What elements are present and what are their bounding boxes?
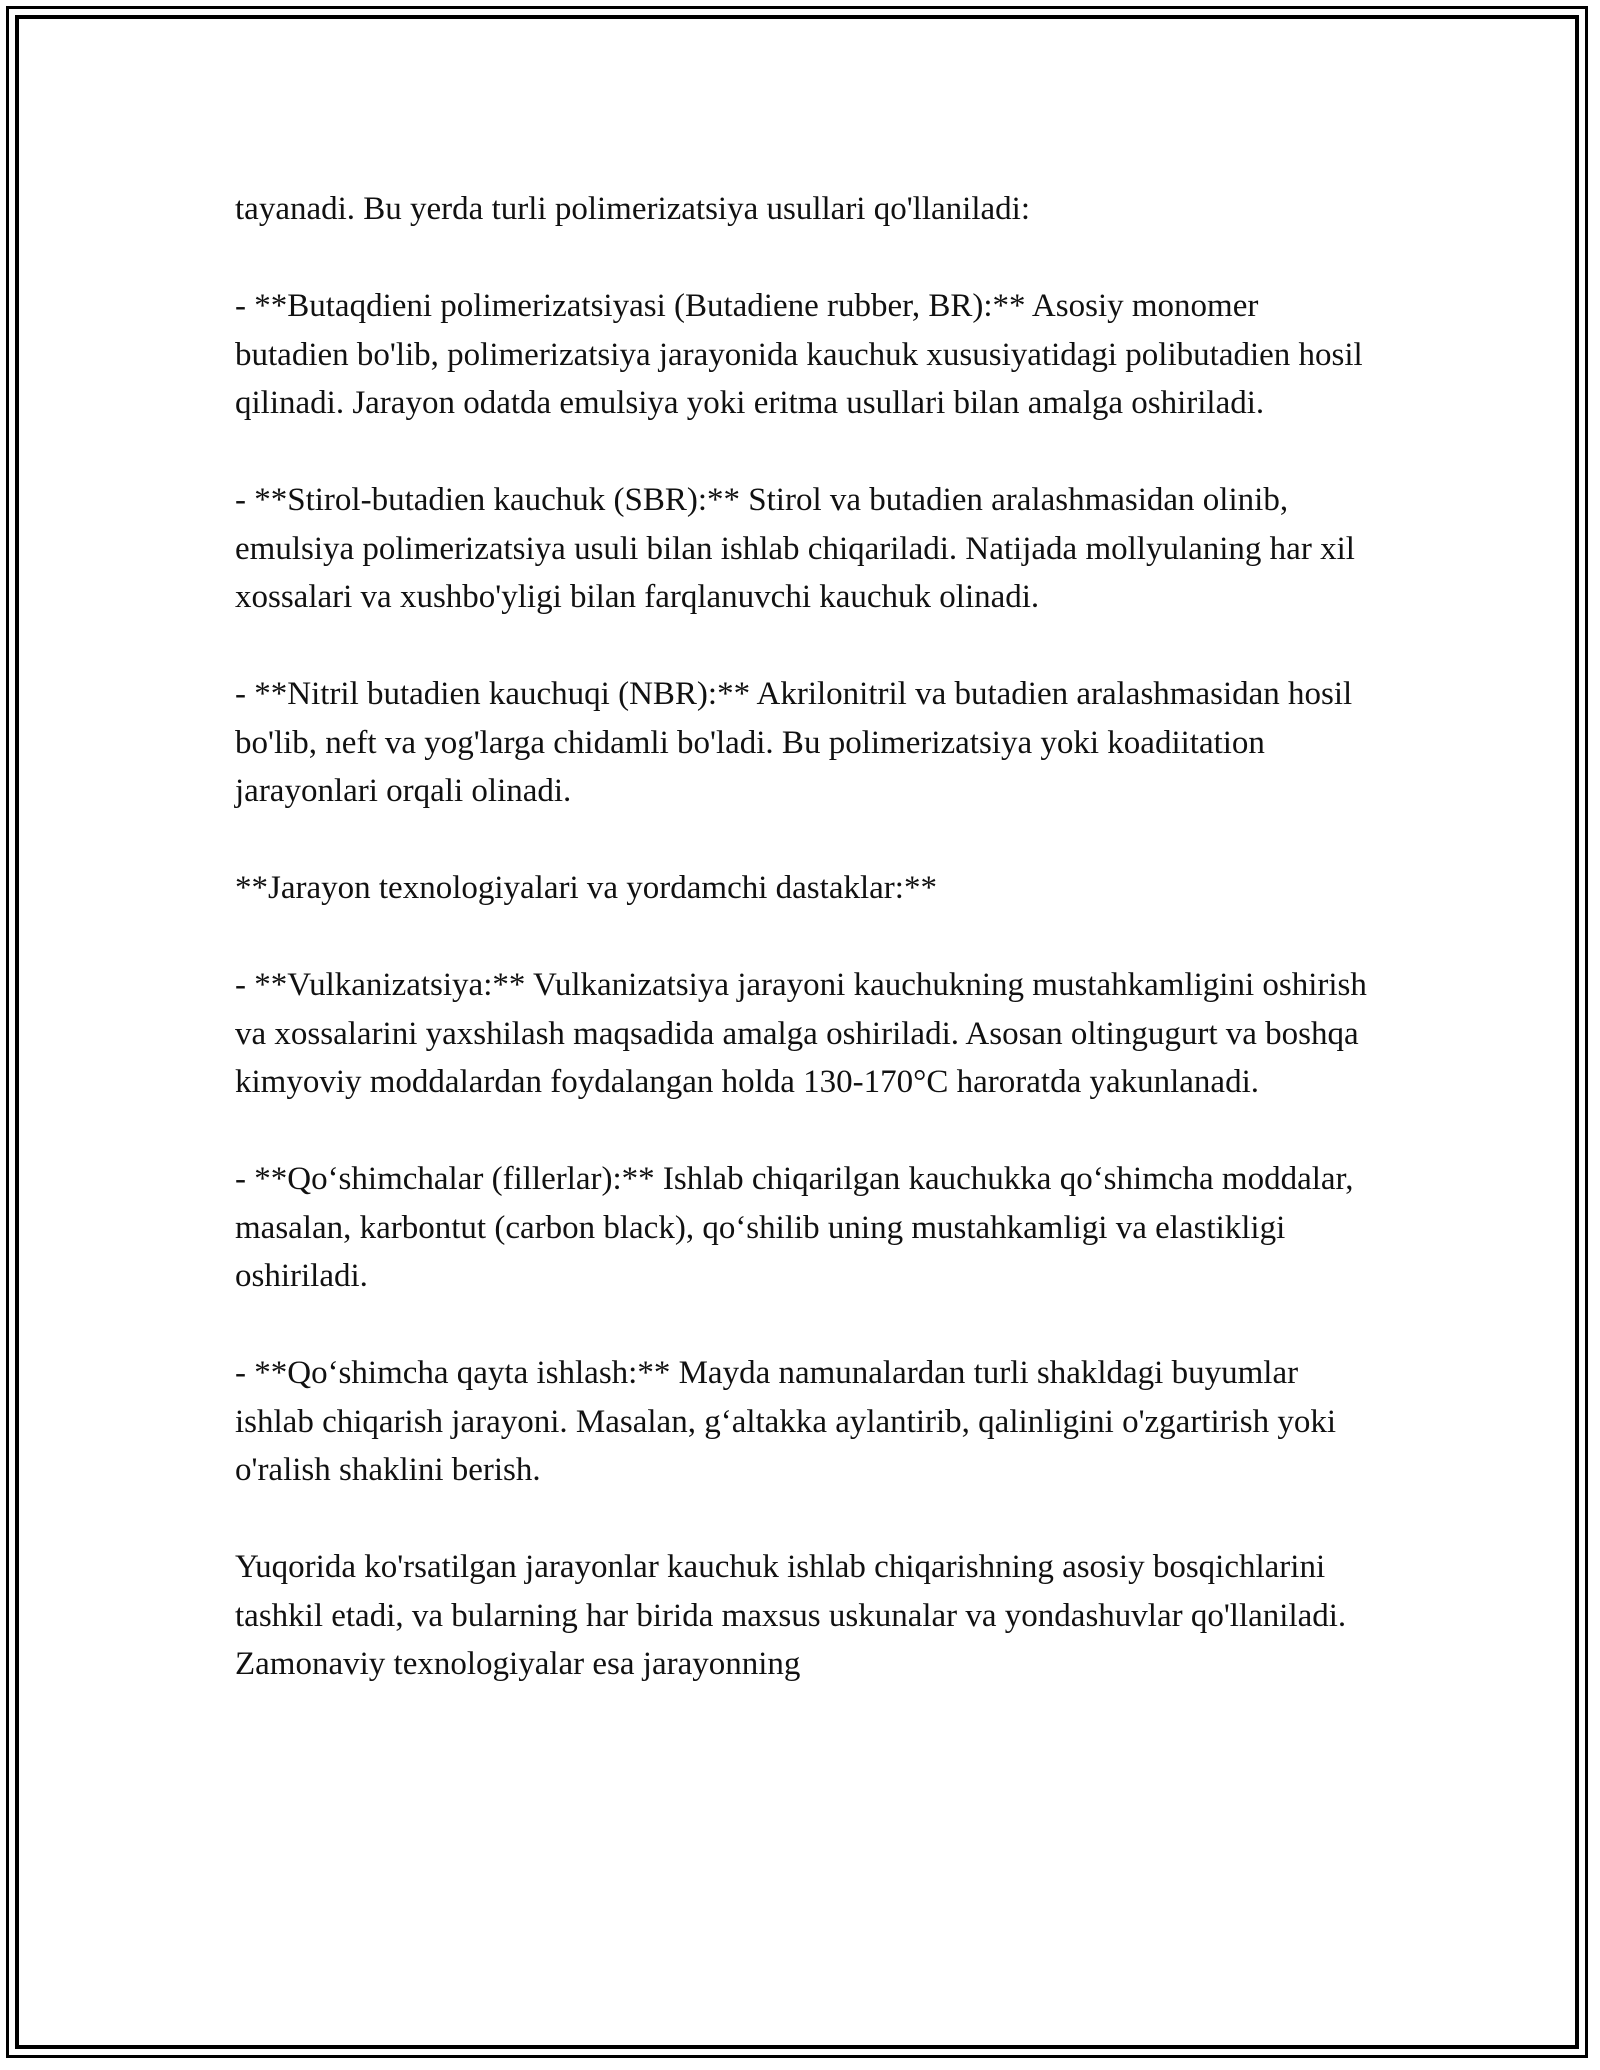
section-heading-technologies: **Jarayon texnologiyalari va yordamchi dastaklar:**: [235, 870, 937, 906]
paragraph-intro: tayanadi. Bu yerda turli polimerizatsiya usullari qo'llaniladi:: [235, 191, 1030, 227]
paragraph-reprocessing: - **Qo‘shimcha qayta ishlash:** Mayda namunalardan turli shakldagi buyumlar ishlab chiqarish jarayoni. Masalan, g‘altakka aylantirib, qalinligini o'zgartirish yoki o'ralish shaklini berish.: [235, 1355, 1337, 1488]
paragraph-conclusion: Yuqorida ko'rsatilgan jarayonlar kauchuk ishlab chiqarishning asosiy bosqichlarini tashkil etadi, va bularning har birida maxsus uskunalar va yondashuvlar qo'llaniladi. Zamonaviy texnologiyalar esa jarayonning: [235, 1549, 1347, 1682]
paragraph-sbr-rubber: - **Stirol-butadien kauchuk (SBR):** Stirol va butadien aralashmasidan olinib, emulsiya polimerizatsiya usuli bilan ishlab chiqariladi. Natijada mollyulaning har xil xossalari va xushbo'yligi bilan farqlanuvchi kauchuk olinadi.: [235, 482, 1355, 615]
paragraph-br-rubber: - **Butaqdieni polimerizatsiyasi (Butadiene rubber, BR):** Asosiy monomer butadien bo'lib, polimerizatsiya jarayonida kauchuk xususiyatidagi polibutadien hosil qilinadi. Jarayon odatda emulsiya yoki eritma usullari bilan amalga oshiriladi.: [235, 288, 1363, 421]
paragraph-fillers: - **Qo‘shimchalar (fillerlar):** Ishlab chiqarilgan kauchukka qo‘shimcha moddalar, masalan, karbontut (carbon black), qo‘shilib uning mustahkamligi va elastikligi oshiriladi.: [235, 1161, 1354, 1294]
paragraph-vulcanization: - **Vulkanizatsiya:** Vulkanizatsiya jarayoni kauchukning mustahkamligini oshirish va xossalarini yaxshilash maqsadida amalga oshiriladi. Asosan oltingugurt va boshqa kimyoviy moddalardan foydalangan holda 130-170°C haroratda yakunlanadi.: [235, 967, 1367, 1100]
paragraph-nbr-rubber: - **Nitril butadien kauchuqi (NBR):** Akrilonitril va butadien aralashmasidan hosil bo'lib, neft va yog'larga chidamli bo'ladi. Bu polimerizatsiya yoki koadiitation jarayonlari orqali olinadi.: [235, 676, 1353, 809]
document-body: [235, 185, 1375, 1689]
